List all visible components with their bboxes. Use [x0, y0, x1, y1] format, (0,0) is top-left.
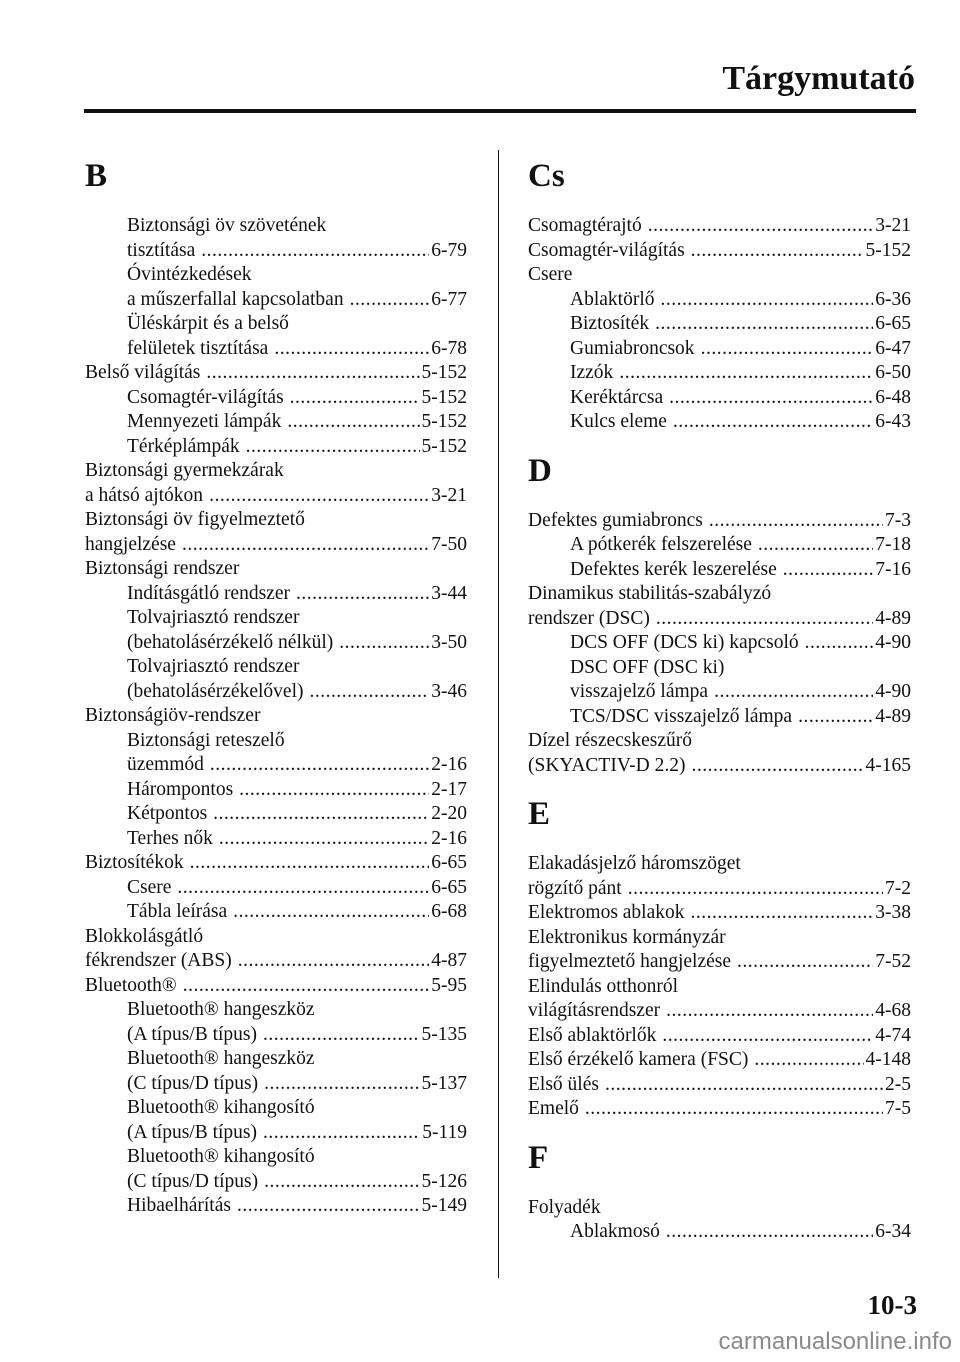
index-entry-label: figyelmeztető hangjelzése [528, 951, 732, 972]
index-entry-label: (SKYACTIV-D 2.2) [528, 754, 686, 776]
dot-leader [798, 705, 873, 730]
index-column-left [85, 160, 467, 1219]
dot-leader [648, 214, 874, 239]
index-entry-page: 6-68 [431, 901, 467, 922]
index-entry-label: Dízel részecskeszűrő [528, 730, 693, 751]
section-letter: Cs [528, 158, 565, 194]
index-entry [528, 361, 911, 386]
index-entry-label: TCS/DSC visszajelző lámpa [570, 705, 793, 727]
index-entry-label: Csere [528, 264, 573, 285]
dot-leader [246, 435, 420, 460]
index-entry-page: 6-78 [431, 337, 467, 359]
index-entry-label: (C típus/D típus) [127, 1072, 259, 1094]
index-entry [85, 802, 467, 827]
index-entry-label: Üléskárpit és a belső [127, 313, 289, 334]
index-entry-label: Ablakmosó [570, 1221, 660, 1242]
dot-leader [656, 607, 873, 632]
index-entry [528, 950, 911, 975]
index-entry-page: 6-48 [875, 386, 911, 408]
index-entry-label: (A típus/B típus) [127, 1023, 258, 1045]
dot-leader [183, 974, 430, 999]
dot-leader [190, 851, 430, 876]
dot-leader [177, 876, 429, 901]
dot-leader [309, 680, 429, 705]
index-entry-label: Biztonsági öv figyelmeztető [85, 509, 305, 530]
dot-leader [350, 288, 430, 313]
dot-leader [605, 1073, 883, 1098]
index-entry [85, 263, 467, 288]
dot-leader [783, 558, 873, 583]
index-entry [85, 1072, 467, 1097]
index-entry-page: 4-89 [875, 607, 911, 629]
index-entry-label: Biztosítékok [85, 852, 184, 873]
dot-leader [296, 582, 429, 607]
index-entry-label: Mennyezeti lámpák [127, 411, 282, 432]
index-entry-page: 4-74 [875, 1024, 911, 1046]
index-entry [85, 435, 467, 460]
index-entry-label: Bluetooth® [85, 974, 177, 996]
index-entry-page: 5-137 [421, 1072, 467, 1094]
index-entry-page: 7-2 [885, 877, 911, 899]
header-rule [84, 109, 916, 113]
index-entry-label: (A típus/B típus) [127, 1121, 258, 1143]
index-entry [528, 558, 911, 583]
index-entry-page: 6-43 [875, 411, 911, 432]
index-entry-label: világításrendszer [528, 1000, 661, 1021]
dot-leader [239, 778, 429, 803]
index-entry-page: 3-38 [875, 902, 911, 923]
index-entry [85, 949, 467, 974]
index-entry-page: 4-89 [875, 705, 911, 727]
index-entry-page: 6-65 [431, 876, 467, 898]
dot-leader [754, 1048, 863, 1073]
index-entry [528, 1073, 911, 1098]
index-entry-page: 4-90 [875, 632, 911, 653]
dot-leader [662, 1024, 873, 1049]
index-entry [85, 1194, 467, 1219]
index-entry [85, 925, 467, 950]
index-entry [528, 509, 911, 534]
dot-leader [290, 386, 420, 411]
index-entry-page: 4-68 [875, 1000, 911, 1021]
index-entry-label: Biztosíték [570, 313, 650, 334]
index-entry-page: 2-20 [431, 803, 467, 824]
index-entry-label: Terhes nők [127, 827, 213, 849]
index-entry [85, 704, 467, 729]
dot-leader [805, 631, 874, 656]
index-entry-label: Elektronikus kormányzár [528, 926, 726, 948]
index-entry [85, 827, 467, 852]
dot-leader [274, 337, 429, 362]
dot-leader [660, 288, 873, 313]
index-entry-label: Biztonsági gyermekzárak [85, 460, 284, 481]
index-entry-label: rendszer (DSC) [528, 607, 650, 629]
section-letter: E [528, 796, 551, 832]
dot-leader [709, 509, 883, 534]
dot-leader [209, 484, 429, 509]
index-entry-label: a hátsó ajtókon [85, 484, 204, 506]
dot-leader [666, 999, 873, 1024]
dot-leader [585, 1097, 883, 1122]
index-entry-page: 2-17 [431, 778, 467, 800]
dot-leader [666, 1220, 873, 1245]
index-entry-label: Gumiabroncsok [570, 337, 695, 359]
index-entry [85, 386, 467, 411]
dot-leader [201, 239, 429, 264]
dot-leader [263, 1023, 419, 1048]
index-entry-page: 5-152 [421, 362, 467, 383]
dot-leader [287, 410, 419, 435]
dot-leader [263, 1121, 420, 1146]
index-entry [528, 1097, 911, 1122]
index-entry [528, 1196, 911, 1221]
index-entry-label: Bluetooth® hangeszköz [127, 999, 315, 1020]
dot-leader [737, 950, 873, 975]
index-entry-label: hangjelzése [85, 533, 176, 555]
index-entry-label: Defektes gumiabroncs [528, 509, 703, 531]
index-entry [85, 778, 467, 803]
index-entry-label: Első ülés [528, 1073, 599, 1095]
index-entry-label: Belső világítás [85, 362, 201, 383]
index-entry [528, 607, 911, 632]
index-entry [528, 410, 911, 435]
index-entry-label: fékrendszer (ABS) [85, 950, 232, 971]
index-entry-page: 6-77 [431, 288, 467, 310]
index-entry-label: Elektromos ablakok [528, 902, 685, 923]
index-column-right [528, 160, 911, 1245]
index-entry [85, 631, 467, 656]
index-entry-page: 6-47 [875, 337, 911, 359]
index-entry [528, 312, 911, 337]
index-entry [528, 239, 911, 264]
index-entry [85, 361, 467, 386]
index-entry-page: 7-52 [875, 951, 911, 972]
index-entry-page: 7-16 [875, 558, 911, 580]
index-entry-label: Tolvajriasztó rendszer [127, 607, 300, 628]
index-entry [85, 582, 467, 607]
index-entry-label: Tolvajriasztó rendszer [127, 656, 300, 677]
index-entry [528, 754, 911, 779]
index-entry-page: 5-135 [421, 1023, 467, 1045]
index-entry [528, 288, 911, 313]
index-entry [85, 508, 467, 533]
dot-leader [238, 949, 430, 974]
index-entry [85, 851, 467, 876]
index-entry-label: (behatolásérzékelővel) [127, 680, 304, 702]
index-entry [85, 239, 467, 264]
index-entry-label: DSC OFF (DSC ki) [570, 656, 725, 678]
index-entry-page: 6-34 [875, 1221, 911, 1242]
index-entry-page: 5-152 [421, 411, 467, 432]
dot-leader [210, 753, 429, 778]
section-letter: D [528, 452, 552, 489]
index-entry-label: a műszerfallal kapcsolatban [127, 288, 344, 310]
index-entry-label: Keréktárcsa [570, 386, 664, 408]
index-entry-page: 5-126 [421, 1170, 467, 1192]
index-entry-label: visszajelző lámpa [570, 681, 709, 702]
dot-leader [264, 1072, 419, 1097]
dot-leader [219, 827, 429, 852]
index-entry [85, 606, 467, 631]
page-title: Tárgymutató [722, 60, 915, 97]
index-entry [85, 1096, 467, 1121]
index-entry-label: Csomagtér-világítás [528, 239, 685, 261]
index-entry-label: Elindulás otthonról [528, 975, 679, 997]
column-divider [498, 150, 499, 1278]
index-entry-page: 7-18 [875, 534, 911, 555]
index-entry [85, 459, 467, 484]
index-entry-label: Defektes kerék leszerelése [570, 558, 777, 580]
index-entry-page: 5-149 [421, 1195, 467, 1216]
index-entry-page: 4-165 [865, 754, 911, 776]
index-entry [85, 753, 467, 778]
dot-leader [673, 410, 873, 435]
index-entry-label: Csomagtérajtó [528, 215, 642, 236]
index-entry-label: Folyadék [528, 1196, 601, 1218]
index-entry-label: (behatolásérzékelő nélkül) [127, 631, 334, 653]
index-entry [528, 901, 911, 926]
index-entry-label: Izzók [570, 362, 614, 383]
index-entry [85, 974, 467, 999]
index-entry-page: 2-16 [431, 827, 467, 849]
index-entry-page: 3-21 [431, 484, 467, 506]
index-entry-label: DCS OFF (DCS ki) kapcsoló [570, 632, 799, 653]
dot-leader [701, 337, 874, 362]
dot-leader [233, 900, 429, 925]
index-entry [528, 1220, 911, 1245]
index-entry-label: Hibaelhárítás [127, 1195, 231, 1216]
dot-leader [206, 361, 419, 386]
index-entry-page: 7-5 [885, 1098, 911, 1119]
index-entry-label: felületek tisztítása [127, 337, 269, 359]
index-entry [528, 533, 911, 558]
index-entry [528, 1024, 911, 1049]
dot-leader [691, 901, 874, 926]
index-entry-label: Első ablaktörlők [528, 1024, 657, 1046]
index-entry-page: 4-148 [865, 1049, 911, 1070]
index-entry [528, 631, 911, 656]
index-entry-label: Térképlámpák [127, 435, 240, 457]
index-entry-label: Dinamikus stabilitás-szabályzó [528, 583, 772, 604]
index-entry [85, 337, 467, 362]
index-entry [85, 680, 467, 705]
index-entry [85, 214, 467, 239]
index-entry-page: 7-50 [431, 533, 467, 555]
index-entry-page: 6-36 [875, 288, 911, 310]
index-entry [85, 410, 467, 435]
index-entry [85, 1023, 467, 1048]
index-entry-label: Kétpontos [127, 803, 208, 824]
index-entry [528, 729, 911, 754]
index-entry [85, 900, 467, 925]
index-entry [85, 1121, 467, 1146]
index-entry-page: 6-65 [431, 852, 467, 873]
dot-leader [691, 239, 864, 264]
index-entry-page: 5-152 [421, 435, 467, 457]
index-entry-page: 4-87 [431, 950, 467, 971]
index-entry [85, 533, 467, 558]
index-entry-label: Biztonsági rendszer [85, 558, 240, 579]
index-entry-label: Hárompontos [127, 778, 234, 800]
index-entry [85, 484, 467, 509]
index-entry-label: Biztonsági reteszelő [127, 729, 285, 751]
index-entry-page: 3-21 [875, 215, 911, 236]
dot-leader [655, 312, 873, 337]
index-entry-label: A pótkerék felszerelése [570, 534, 752, 555]
dot-leader [714, 680, 873, 705]
index-entry [528, 656, 911, 681]
index-entry-label: Óvintézkedések [127, 264, 252, 285]
index-entry-page: 5-152 [865, 239, 911, 261]
index-entry-page: 6-65 [875, 313, 911, 334]
index-entry [528, 1048, 911, 1073]
index-entry-label: Első érzékelő kamera (FSC) [528, 1049, 749, 1070]
index-entry-page: 2-5 [885, 1073, 911, 1095]
index-entry-page: 4-90 [875, 681, 911, 702]
section-letter: F [528, 1139, 549, 1176]
index-entry-label: Emelő [528, 1098, 579, 1119]
index-entry [528, 926, 911, 951]
page-number: 10-3 [867, 1290, 917, 1320]
index-entry [528, 337, 911, 362]
index-entry-label: tisztítása [127, 239, 196, 261]
index-entry-label: Bluetooth® hangeszköz [127, 1048, 315, 1069]
index-entry [85, 729, 467, 754]
index-entry-page: 6-79 [431, 239, 467, 261]
section-letter: B [85, 158, 108, 194]
index-entry-label: Blokkolásgátló [85, 925, 204, 947]
dot-leader [237, 1194, 420, 1219]
index-entry-label: Csomagtér-világítás [127, 386, 284, 408]
index-entry [85, 1170, 467, 1195]
index-entry [528, 852, 911, 877]
index-entry-page: 3-44 [431, 582, 467, 604]
dot-leader [669, 386, 873, 411]
dot-leader [619, 361, 873, 386]
index-entry [528, 263, 911, 288]
index-entry-label: Bluetooth® kihangosító [127, 1146, 315, 1167]
dot-leader [691, 754, 863, 779]
dot-leader [264, 1170, 419, 1195]
index-entry [528, 680, 911, 705]
index-entry-page: 7-3 [885, 509, 911, 531]
dot-leader [758, 533, 873, 558]
index-entry-page: 5-95 [431, 974, 467, 996]
index-entry-label: Csere [127, 876, 172, 898]
index-entry [85, 655, 467, 680]
index-entry [528, 386, 911, 411]
index-entry [528, 975, 911, 1000]
index-entry [85, 288, 467, 313]
index-entry-label: üzemmód [127, 754, 204, 775]
index-entry-label: Tábla leírása [127, 901, 228, 922]
dot-leader [213, 802, 429, 827]
dot-leader [182, 533, 429, 558]
index-entry-label: (C típus/D típus) [127, 1170, 259, 1192]
index-entry [528, 999, 911, 1024]
index-entry-label: Bluetooth® kihangosító [127, 1097, 315, 1118]
index-entry-page: 3-46 [431, 680, 467, 702]
index-entry-page: 5-119 [422, 1121, 467, 1143]
index-entry [528, 705, 911, 730]
index-entry [85, 876, 467, 901]
index-entry [85, 1145, 467, 1170]
watermark-link[interactable]: carmanualsonline.info [718, 1328, 952, 1355]
dot-leader [628, 877, 883, 902]
index-entry [85, 312, 467, 337]
index-entry-label: Elakadásjelző háromszöget [528, 853, 741, 874]
index-entry-page: 3-50 [431, 631, 467, 653]
index-entry-label: rögzítő pánt [528, 877, 622, 899]
index-entry-page: 2-16 [431, 754, 467, 775]
index-entry [528, 582, 911, 607]
index-entry [85, 998, 467, 1023]
index-entry-label: Ablaktörlő [570, 288, 655, 310]
index-entry [85, 1047, 467, 1072]
index-entry-label: Biztonsági öv szövetének [127, 215, 327, 236]
index-entry [528, 214, 911, 239]
index-entry-label: Biztonságiöv-rendszer [85, 705, 261, 726]
index-entry-page: 5-152 [421, 386, 467, 408]
index-entry [528, 877, 911, 902]
dot-leader [339, 631, 429, 656]
index-entry [85, 557, 467, 582]
index-entry-label: Kulcs eleme [570, 411, 667, 432]
index-entry-page: 6-50 [875, 362, 911, 383]
index-entry-label: Indításgátló rendszer [127, 582, 290, 604]
